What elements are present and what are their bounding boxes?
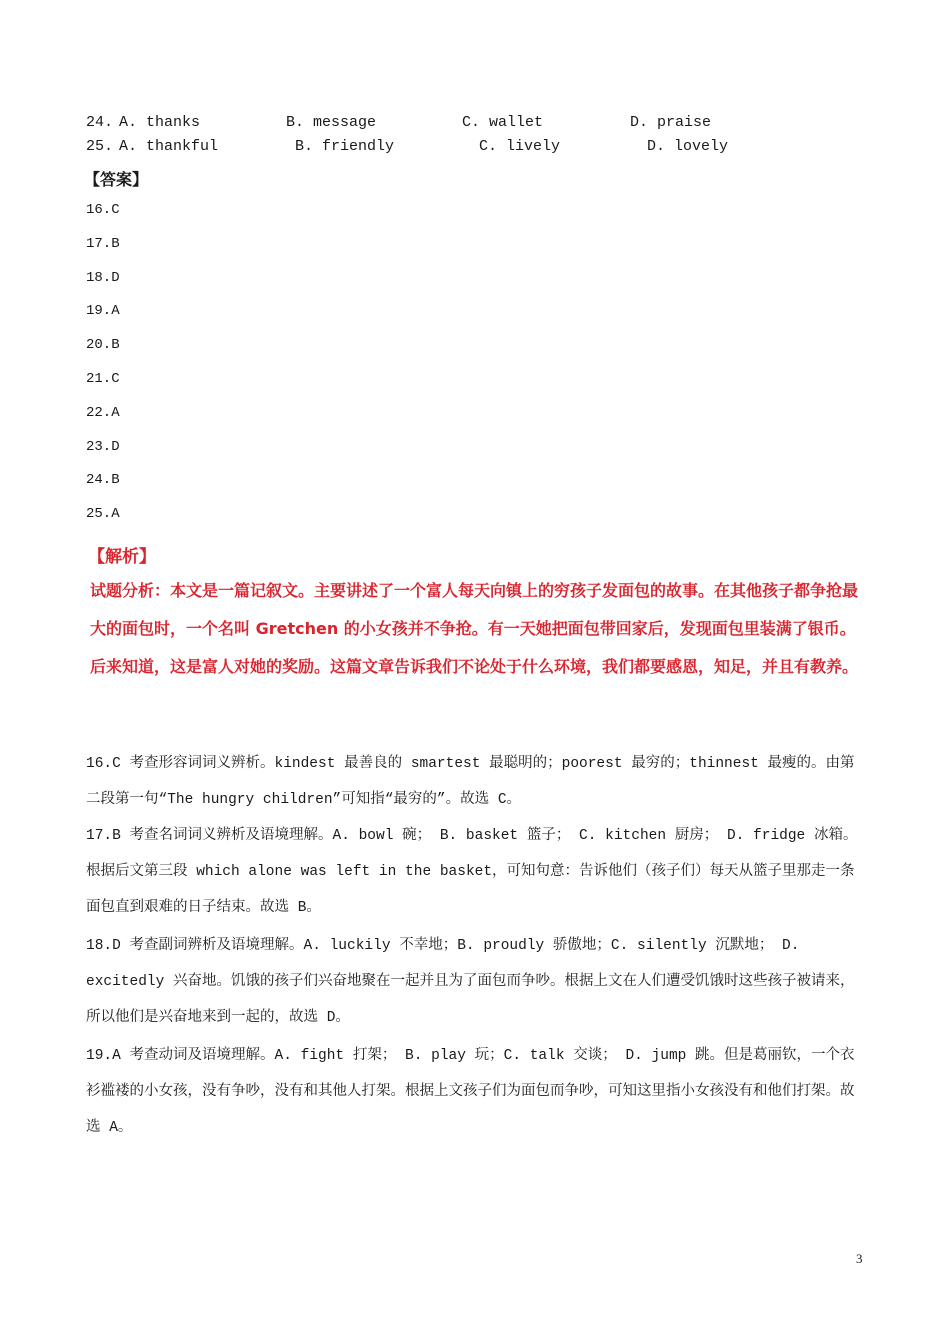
answer-item: 24.B [86,472,120,488]
option-c: C. lively [479,138,561,155]
explanation-16: 16.C 考查形容词词义辨析。kindest 最善良的 smartest 最聪明的；poorest 最穷的；thinnest 最瘦的。由第二段第一句“The hungry children”可知指“最穷的”。故选 C。 [86,756,855,808]
page-number: 3 [856,1251,863,1266]
answer-item: 17.B [86,236,120,252]
answer-heading: 【答案】 [84,170,149,189]
question-number: 24. [86,114,114,131]
option-d: D. praise [630,114,712,131]
option-a: A. thankful [119,138,219,155]
option-d: D. lovely [647,138,729,155]
option-a: A. thanks [119,114,201,131]
answer-item: 16.C [86,202,120,218]
option-b: B. friendly [295,138,395,155]
question-row-25 [86,138,113,155]
explanation-18: 18.D 考查副词辨析及语境理解。A. luckily 不幸地；B. proudly 骄傲地；C. silently 沉默地； D. excitedly 兴奋地。饥饿的孩子们兴奋地聚在一起并且为了面包而争吵。根据上文在人们遭受饥饿时这些孩子被请来，所以他们是兴奋地来到一起的，故选 D。 [86,938,855,1026]
explanation-19: 19.A 考查动词及语境理解。A. fight 打架； B. play 玩；C. talk 交谈； D. jump 跳。但是葛丽钦，一个衣衫褴褛的小女孩，没有争吵，没有和其他人打架。根据上文孩子们为面包而争吵，可知这里指小女孩没有和他们打架。故选 A。 [86,1048,855,1136]
answer-item: 23.D [86,439,120,455]
answer-item: 18.D [86,270,120,286]
answer-item: 19.A [86,303,120,319]
explanation-17: 17.B 考查名词词义辨析及语境理解。A. bowl 碗； B. basket 篮子； C. kitchen 厨房； D. fridge 冰箱。根据后文第三段 which alone was left in the basket，可知句意：告诉他们（孩子们）每天从篮子里那走一条面包直到艰难的日子结束。故选 B。 [86,828,858,916]
answer-item: 22.A [86,405,120,421]
option-b: B. message [286,114,377,131]
analysis-paragraph: 试题分析：本文是一篇记叙文。主要讲述了一个富人每天向镇上的穷孩子发面包的故事。在其他孩子都争抢最大的面包时，一个名叫 Gretchen 的小女孩并不争抢。有一天她把面包带回家后，发现面包里装满了银币。后来知道，这是富人对她的奖励。这篇文章告诉我们不论处于什么环境，我们都要感恩，知足，并且有教养。 [90,581,859,676]
question-number: 25. [86,138,114,155]
analysis-heading: 【解析】 [88,547,156,567]
answer-item: 25.A [86,506,120,522]
option-c: C. wallet [462,114,544,131]
question-row-24 [86,114,113,131]
answer-item: 20.B [86,337,120,353]
answer-item: 21.C [86,371,120,387]
